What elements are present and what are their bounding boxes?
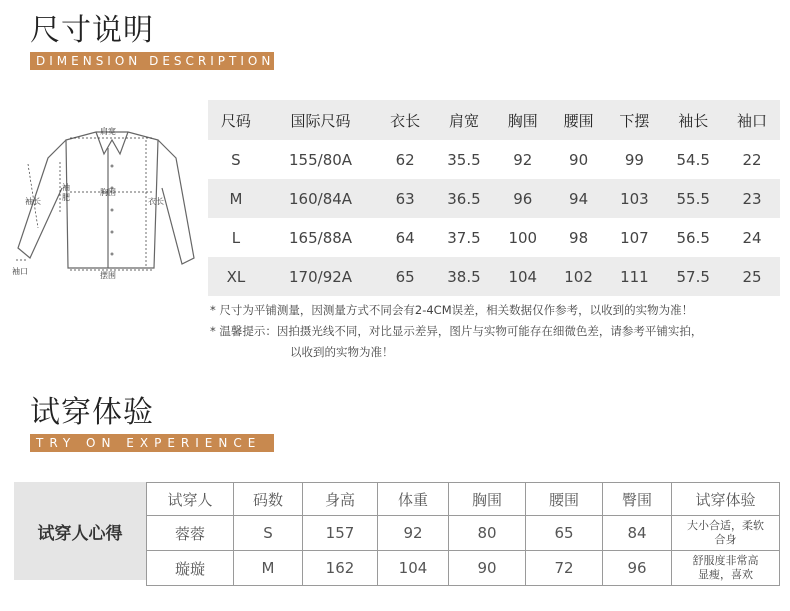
table-cell: 36.5 (433, 179, 495, 218)
table-cell: 92 (378, 516, 449, 551)
table-cell: 38.5 (433, 257, 495, 296)
table-cell: 107 (620, 228, 649, 247)
table-cell: 蓉蓉 (147, 516, 234, 551)
table-cell: 55.5 (662, 179, 724, 218)
header-chest: 胸围 (449, 483, 526, 516)
table-cell: M (208, 179, 264, 218)
table-cell: 96 (603, 551, 672, 586)
note-color-continued: 以收到的实物为准！ (290, 345, 394, 359)
table-cell: M (234, 551, 303, 586)
header-length: 衣长 (377, 100, 433, 140)
dimension-subtitle: DIMENSION DESCRIPTION (30, 52, 274, 70)
header-sleeve: 袖长 (662, 100, 724, 140)
table-cell: 63 (377, 179, 433, 218)
header-intl-size: 国际尺码 (264, 100, 377, 140)
table-row (208, 179, 780, 218)
header-waist: 腰围 (526, 483, 603, 516)
experience-section (14, 482, 780, 580)
table-cell: 35.5 (447, 150, 481, 169)
size-table (208, 100, 780, 296)
table-row (208, 257, 780, 296)
header-chest: 胸围 (495, 100, 551, 140)
table-cell: 65 (377, 257, 433, 296)
experience-subtitle: TRY ON EXPERIENCE (30, 434, 274, 452)
table-cell: 24 (742, 228, 762, 247)
table-cell: 22 (742, 150, 762, 169)
table-cell: 96 (495, 179, 551, 218)
table-cell: 56.5 (676, 228, 710, 247)
table-row (208, 140, 780, 179)
table-cell: 155/80A (289, 150, 353, 169)
diagram-sleeve-width-label-2: 肥 (62, 193, 70, 202)
table-cell: 94 (551, 179, 607, 218)
table-cell: 90 (569, 150, 589, 169)
table-cell: 62 (395, 150, 415, 169)
shirt-diagram (8, 118, 198, 283)
table-cell: 84 (603, 516, 672, 551)
table-row (147, 516, 780, 551)
diagram-hem-label: 摆围 (100, 271, 116, 280)
table-cell: 65 (526, 516, 603, 551)
header-hem: 下摆 (607, 100, 663, 140)
table-cell: 165/88A (289, 228, 353, 247)
dimension-title: 尺寸说明 (30, 13, 154, 48)
size-table-header (208, 100, 780, 140)
note-color: * 温馨提示：因拍摄光线不同，对比显示差异，图片与实物可能存在细微色差，请参考平铺实拍， (210, 324, 703, 338)
diagram-shoulder-label: 肩宽 (100, 127, 116, 136)
header-hip: 臀围 (603, 483, 672, 516)
table-cell: L (231, 228, 241, 247)
header-shoulder: 肩宽 (433, 100, 495, 140)
table-cell: 104 (495, 257, 551, 296)
dimension-heading (30, 14, 274, 70)
header-size: 尺码 (208, 100, 264, 140)
header-height: 身高 (303, 483, 378, 516)
table-cell: XL (208, 257, 264, 296)
table-cell: 100 (508, 228, 538, 247)
experience-table-header (147, 483, 780, 516)
feedback-cell: 舒服度非常高 显瘦，喜欢 (672, 551, 780, 586)
experience-label: 试穿人心得 (14, 482, 146, 580)
experience-heading (30, 396, 274, 452)
table-cell: S (231, 150, 241, 169)
table-cell: 111 (607, 257, 663, 296)
diagram-cuff-label: 袖口 (12, 267, 28, 276)
table-cell: 170/92A (264, 257, 377, 296)
diagram-sleeve-length-label: 袖长 (25, 197, 41, 206)
table-cell: 92 (513, 150, 533, 169)
table-cell: 72 (526, 551, 603, 586)
header-feedback: 试穿体验 (672, 483, 780, 516)
table-cell: 162 (303, 551, 378, 586)
table-cell: 64 (395, 228, 415, 247)
size-notes (210, 300, 702, 363)
table-cell: 37.5 (447, 228, 481, 247)
header-tester: 试穿人 (147, 483, 234, 516)
table-cell: 160/84A (264, 179, 377, 218)
table-cell: 157 (303, 516, 378, 551)
table-cell: 54.5 (676, 150, 710, 169)
table-cell: 25 (724, 257, 780, 296)
header-weight: 体重 (378, 483, 449, 516)
note-measurement: * 尺寸为平铺测量，因测量方式不同会有2-4CM误差，相关数据仅作参考，以收到的实物为准！ (210, 303, 694, 317)
feedback-cell: 大小合适，柔软 合身 (672, 516, 780, 551)
table-cell: S (234, 516, 303, 551)
table-cell: 102 (551, 257, 607, 296)
table-row (147, 551, 780, 586)
table-cell: 99 (624, 150, 644, 169)
diagram-length-label: 衣长 (148, 197, 164, 206)
table-cell: 23 (724, 179, 780, 218)
table-cell: 57.5 (662, 257, 724, 296)
table-cell: 璇璇 (147, 551, 234, 586)
experience-title: 试穿体验 (30, 395, 154, 430)
table-cell: 90 (449, 551, 526, 586)
header-cuff: 袖口 (724, 100, 780, 140)
table-row (208, 218, 780, 257)
header-waist: 腰围 (551, 100, 607, 140)
header-size: 码数 (234, 483, 303, 516)
table-cell: 104 (378, 551, 449, 586)
table-cell: 98 (569, 228, 589, 247)
diagram-sleeve-width-label: 袖 (62, 183, 70, 192)
experience-table (146, 482, 780, 586)
diagram-chest-label: 胸围 (100, 188, 116, 197)
table-cell: 103 (607, 179, 663, 218)
table-cell: 80 (449, 516, 526, 551)
